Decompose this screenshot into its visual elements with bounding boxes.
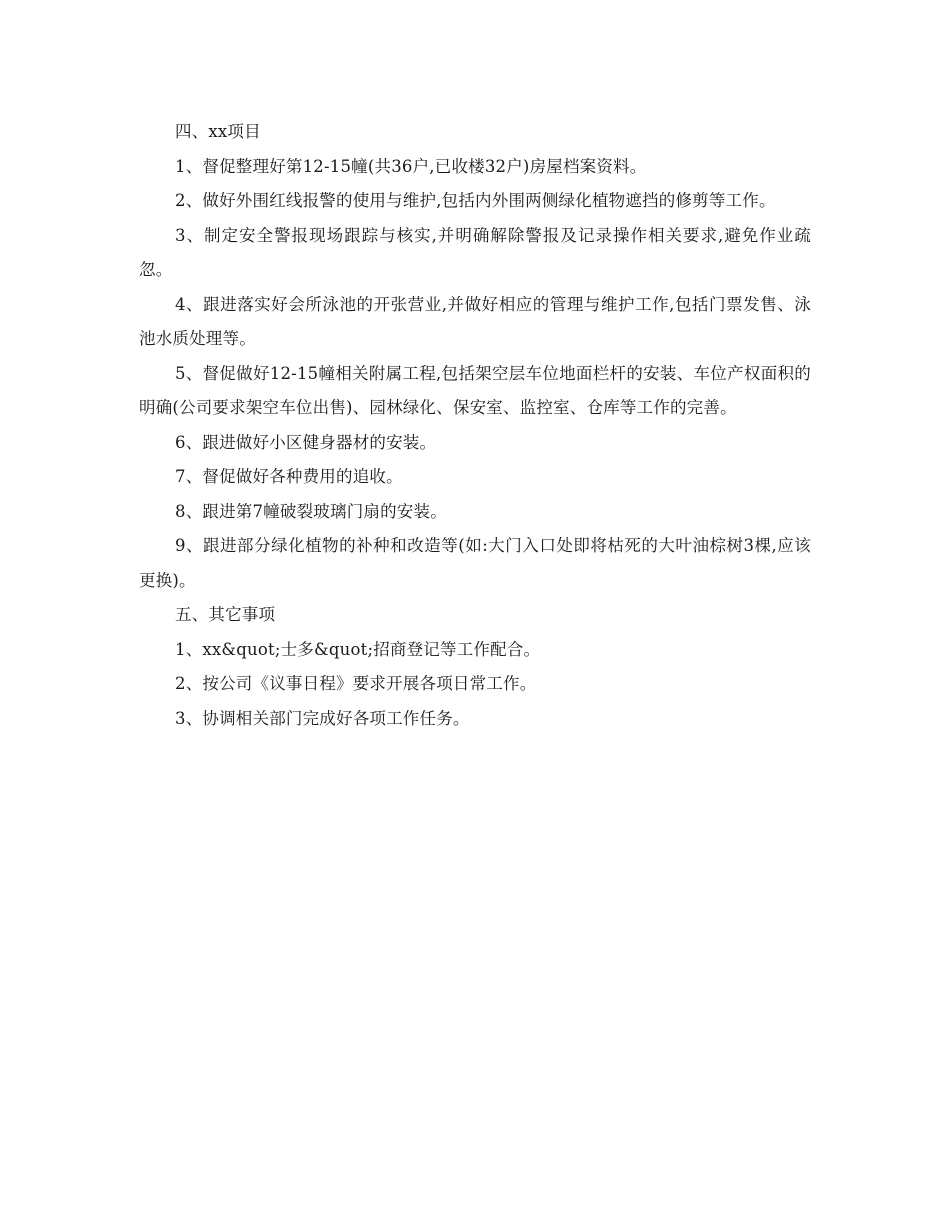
list-item: 1、xx&quot;士多&quot;招商登记等工作配合。 bbox=[175, 639, 541, 659]
section-heading: 四、xx项目 bbox=[175, 122, 261, 141]
list-item: 2、按公司《议事日程》要求开展各项日常工作。 bbox=[175, 674, 537, 693]
list-item: 7、督促做好各种费用的追收。 bbox=[175, 467, 403, 486]
list-item: 3、协调相关部门完成好各项工作任务。 bbox=[175, 708, 470, 728]
list-item: 1、督促整理好第12-15幢(共36户,已收楼32户)房屋档案资料。 bbox=[175, 156, 647, 176]
list-item: 8、跟进第7幢破裂玻璃门扇的安装。 bbox=[175, 501, 447, 521]
list-item: 2、做好外围红线报警的使用与维护,包括内外围两侧绿化植物遮挡的修剪等工作。 bbox=[175, 191, 776, 210]
list-item: 9、跟进部分绿化植物的补种和改造等(如:大门入口处即将枯死的大叶油棕树3棵,应该更换)。 bbox=[139, 536, 811, 590]
document-body bbox=[139, 115, 811, 736]
list-item: 6、跟进做好小区健身器材的安装。 bbox=[175, 432, 437, 452]
section-heading: 五、其它事项 bbox=[175, 605, 276, 624]
list-item: 4、跟进落实好会所泳池的开张营业,并做好相应的管理与维护工作,包括门票发售、泳池水质处理等。 bbox=[139, 294, 811, 348]
list-item: 5、督促做好12-15幢相关附属工程,包括架空层车位地面栏杆的安装、车位产权面积的明确(公司要求架空车位出售)、园林绿化、保安室、监控室、仓库等工作的完善。 bbox=[139, 363, 811, 417]
list-item: 3、制定安全警报现场跟踪与核实,并明确解除警报及记录操作相关要求,避免作业疏忽。 bbox=[139, 225, 811, 279]
